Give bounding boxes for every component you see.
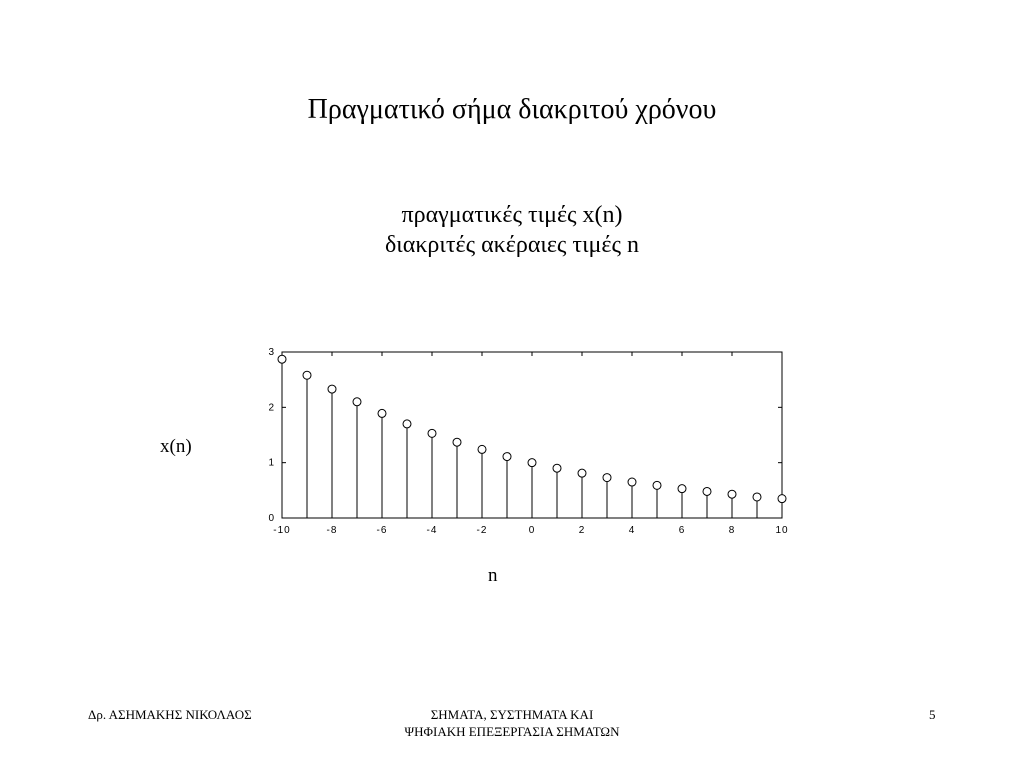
stem-plot [262, 340, 792, 545]
stem-marker [778, 495, 786, 503]
y-axis-label: x(n) [160, 436, 192, 457]
y-tick-label: 3 [268, 347, 274, 358]
stem-marker [303, 371, 311, 379]
stem-marker [653, 481, 661, 489]
footer-author: Δρ. ΑΣΗΜΑΚΗΣ ΝΙΚΟΛΑΟΣ [88, 707, 252, 722]
stem-marker [603, 474, 611, 482]
stem-marker [378, 409, 386, 417]
x-tick-label: -10 [273, 525, 291, 536]
stem-marker [703, 487, 711, 495]
x-tick-label: -2 [476, 525, 488, 536]
x-tick-label: -8 [326, 525, 338, 536]
x-tick-label: 8 [728, 525, 736, 536]
y-tick-label: 1 [268, 457, 274, 469]
y-tick-label: 2 [268, 402, 274, 414]
stem-marker [728, 490, 736, 498]
stem-marker [628, 478, 636, 486]
page-number: 5 [929, 707, 936, 722]
x-tick-label: 0 [528, 525, 536, 536]
slide-title: Πραγματικό σήμα διακριτού χρόνου [307, 94, 717, 125]
stem-marker [678, 485, 686, 493]
stem-marker [453, 438, 461, 446]
footer-course-line-2: ΨΗΦΙΑΚΗ ΕΠΕΞΕΡΓΑΣΙΑ ΣΗΜΑΤΩΝ [404, 724, 620, 739]
footer-course-line-1: ΣΗΜΑΤΑ, ΣΥΣΤΗΜΑΤΑ ΚΑΙ [430, 707, 594, 722]
x-tick-label: 10 [775, 525, 789, 536]
stem-marker [328, 385, 336, 393]
subtitle-line-1: πραγματικές τιμές x(n) [401, 202, 623, 228]
x-tick-label: 2 [578, 525, 586, 536]
stem-marker [578, 469, 586, 477]
x-axis-label: n [488, 565, 498, 586]
stem-marker [753, 493, 761, 501]
x-tick-label: -4 [426, 525, 438, 536]
x-tick-label: 4 [628, 525, 636, 536]
stem-marker [278, 355, 286, 363]
stem-marker [503, 453, 511, 461]
stem-marker [553, 464, 561, 472]
subtitle-line-2: διακριτές ακέραιες τιμές n [385, 232, 639, 258]
stem-marker [478, 445, 486, 453]
y-tick-label: 0 [268, 513, 274, 524]
stem-marker [353, 398, 361, 406]
stem-marker [403, 420, 411, 428]
footer-course [312, 706, 712, 740]
stem-marker [428, 429, 436, 437]
x-tick-label: 6 [678, 525, 686, 536]
stem-marker [528, 459, 536, 467]
x-tick-label: -6 [376, 525, 388, 536]
